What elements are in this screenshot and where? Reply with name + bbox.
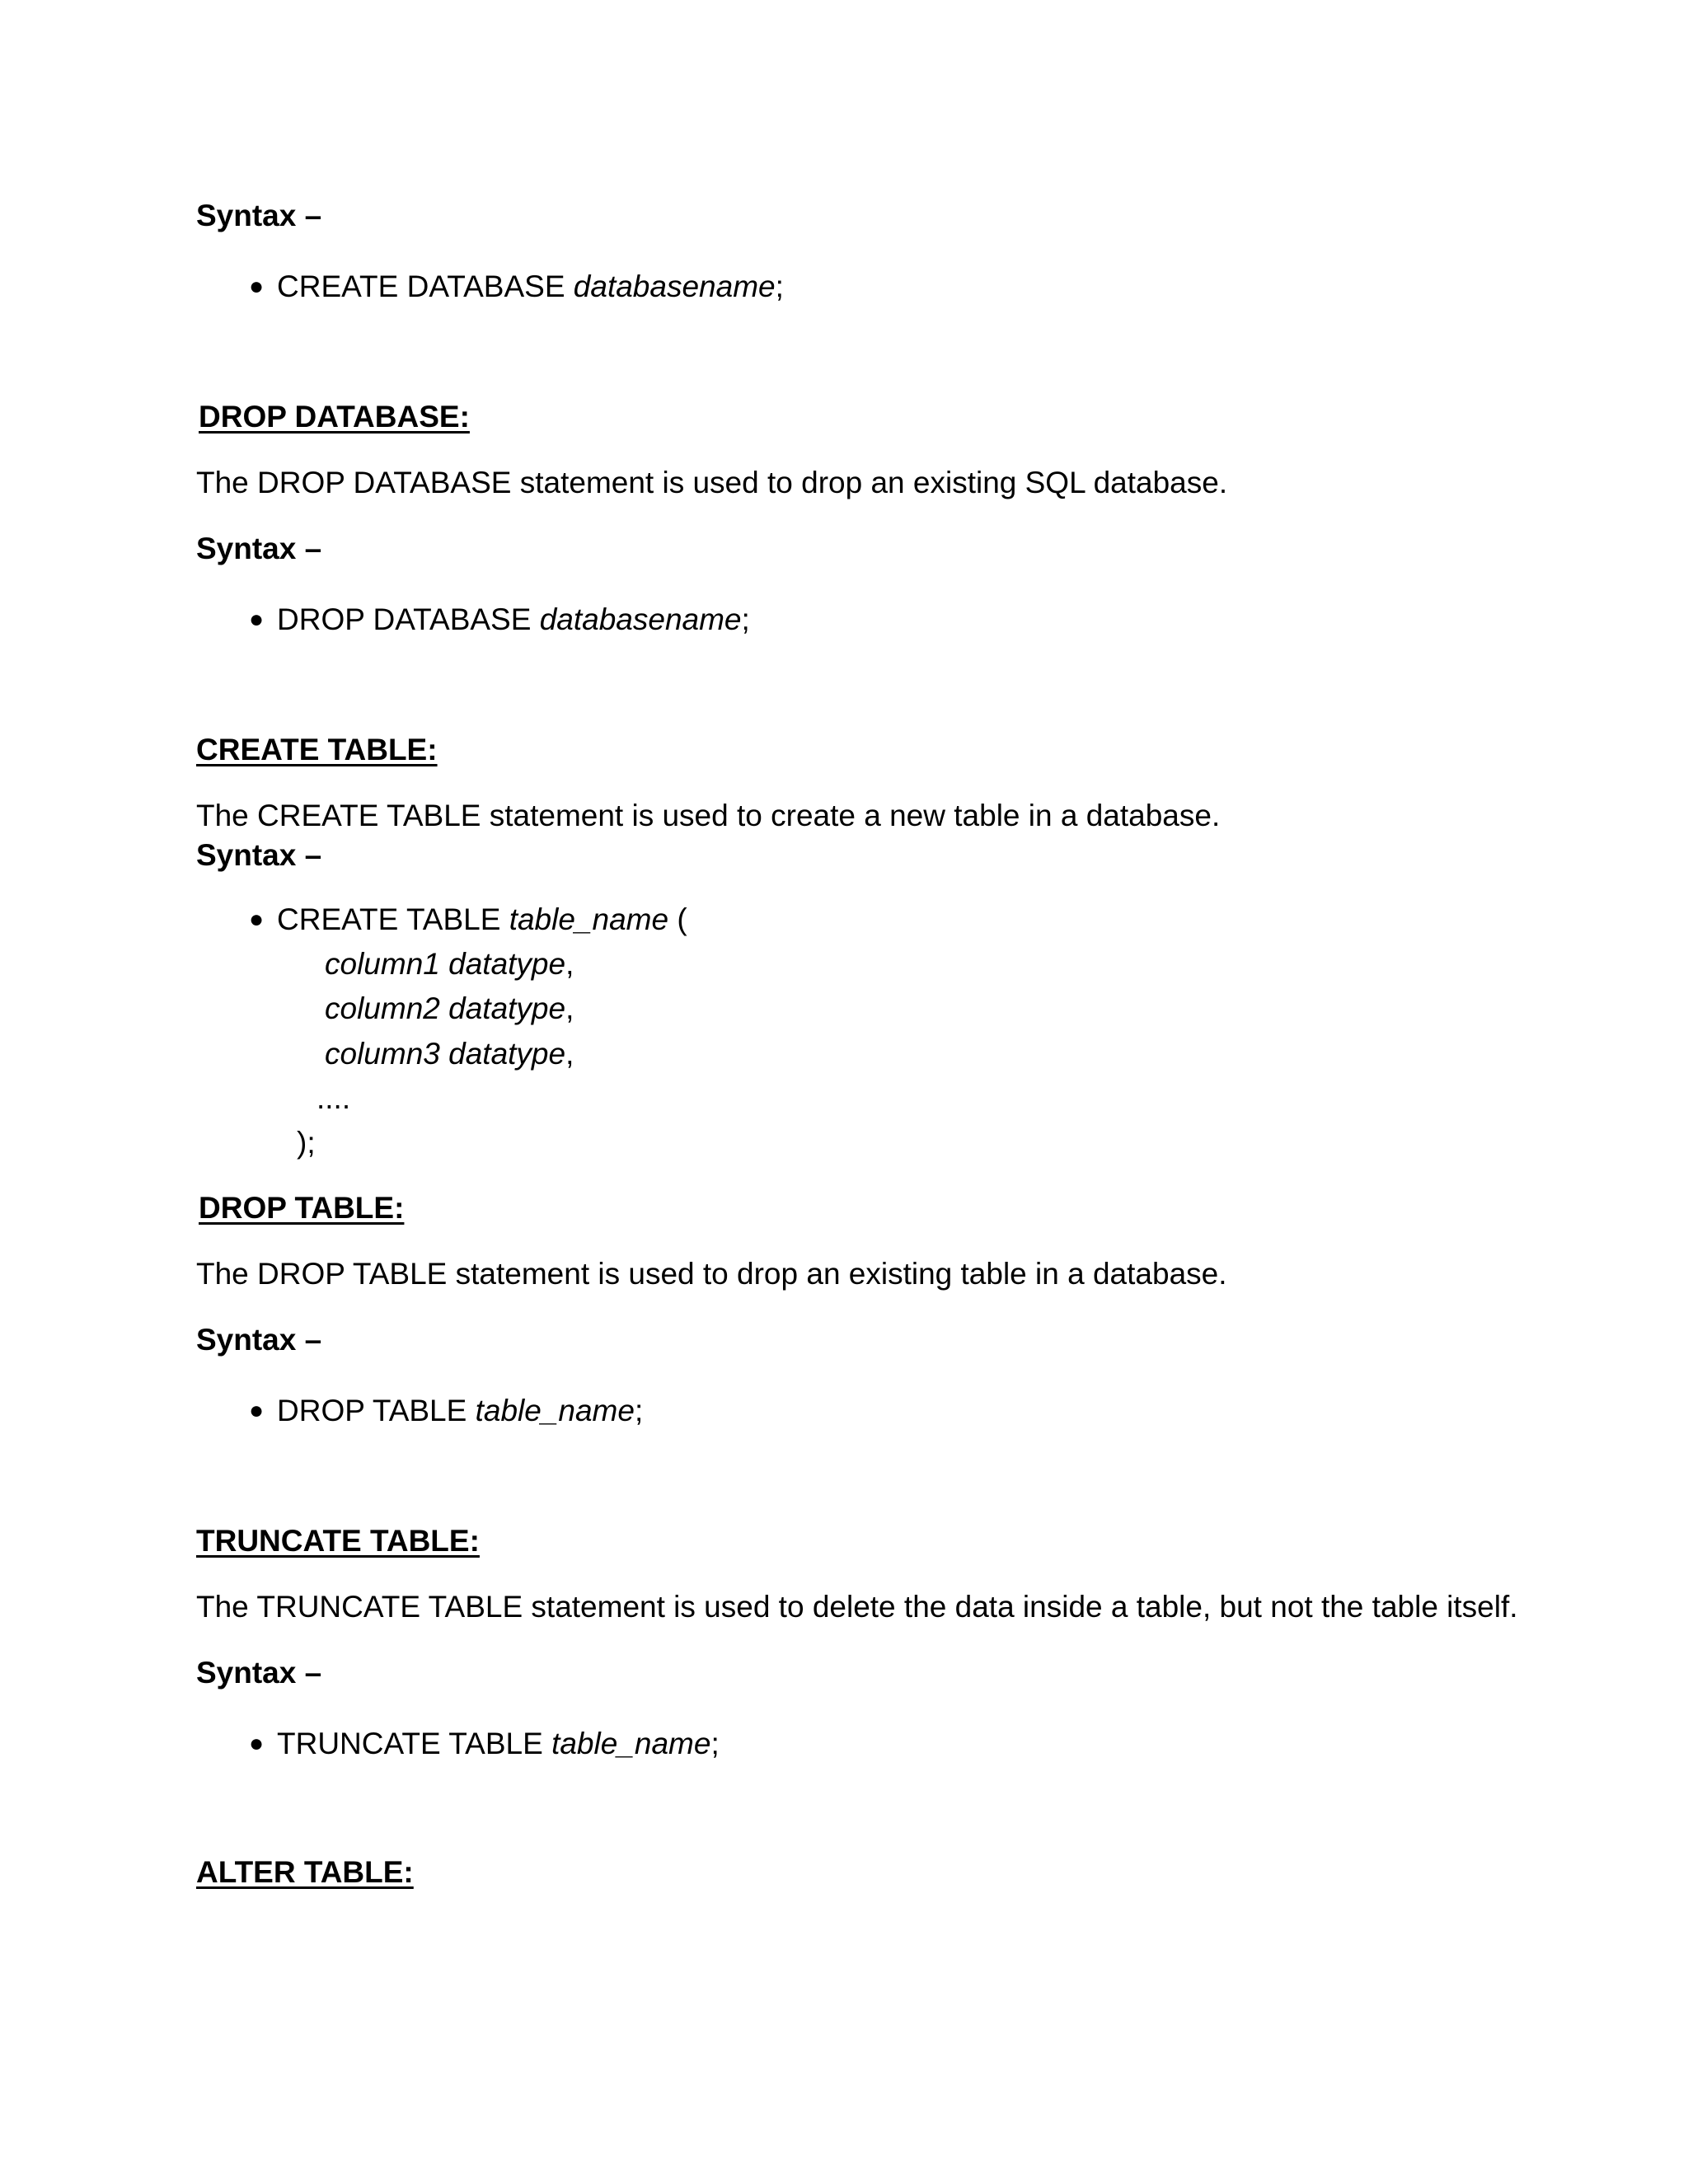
- bullet-icon: ●: [249, 1730, 265, 1757]
- syntax-terminator: ;: [775, 269, 784, 303]
- syntax-label: Syntax –: [196, 1323, 322, 1357]
- syntax-argument: table_name: [551, 1727, 711, 1760]
- syntax-argument: databasename: [539, 602, 742, 636]
- syntax-label: Syntax –: [196, 1656, 322, 1690]
- syntax-argument: table_name: [509, 902, 669, 936]
- description-truncate-table: The TRUNCATE TABLE statement is used to delete the data inside a table, but not the table itself.: [196, 1590, 1518, 1624]
- ellipsis-dots: ....: [316, 1081, 351, 1115]
- syntax-keyword: TRUNCATE TABLE: [277, 1727, 552, 1760]
- description-create-table: The CREATE TABLE statement is used to create a new table in a database.: [196, 799, 1221, 832]
- description-drop-database: The DROP DATABASE statement is used to drop an existing SQL database.: [196, 466, 1228, 499]
- syntax-keyword: CREATE DATABASE: [277, 269, 574, 303]
- description-drop-table: The DROP TABLE statement is used to drop an existing table in a database.: [196, 1257, 1227, 1291]
- syntax-label: Syntax –: [196, 199, 322, 232]
- syntax-terminator: ;: [741, 602, 750, 636]
- heading-create-table: CREATE TABLE:: [196, 733, 438, 766]
- bullet-icon: ●: [249, 906, 265, 933]
- bullet-icon: ●: [249, 606, 265, 633]
- column-name-type: column2 datatype: [325, 991, 566, 1025]
- syntax-open-paren: (: [668, 902, 687, 936]
- heading-drop-table: DROP TABLE:: [199, 1191, 405, 1225]
- syntax-argument: table_name: [475, 1394, 635, 1427]
- column-definition: [325, 991, 574, 1027]
- bullet-icon: ●: [249, 273, 265, 300]
- bullet-icon: ●: [249, 1397, 265, 1424]
- heading-drop-database: DROP DATABASE:: [199, 400, 470, 434]
- column-separator: ,: [565, 1037, 574, 1071]
- syntax-label: Syntax –: [196, 532, 322, 565]
- column-separator: ,: [565, 947, 574, 981]
- column-definition: [325, 1036, 574, 1072]
- column-definition: [325, 946, 574, 982]
- syntax-terminator: ;: [634, 1394, 644, 1427]
- syntax-label: Syntax –: [196, 838, 322, 872]
- syntax-keyword: DROP TABLE: [277, 1394, 476, 1427]
- column-separator: ,: [565, 991, 574, 1025]
- column-name-type: column1 datatype: [325, 947, 566, 981]
- syntax-keyword: DROP DATABASE: [277, 602, 540, 636]
- syntax-close-paren: );: [297, 1126, 316, 1160]
- syntax-argument: databasename: [573, 269, 776, 303]
- heading-truncate-table: TRUNCATE TABLE:: [196, 1524, 480, 1558]
- syntax-terminator: ;: [710, 1727, 720, 1760]
- syntax-keyword: CREATE TABLE: [277, 902, 509, 936]
- column-name-type: column3 datatype: [325, 1037, 566, 1071]
- heading-alter-table: ALTER TABLE:: [196, 1855, 414, 1889]
